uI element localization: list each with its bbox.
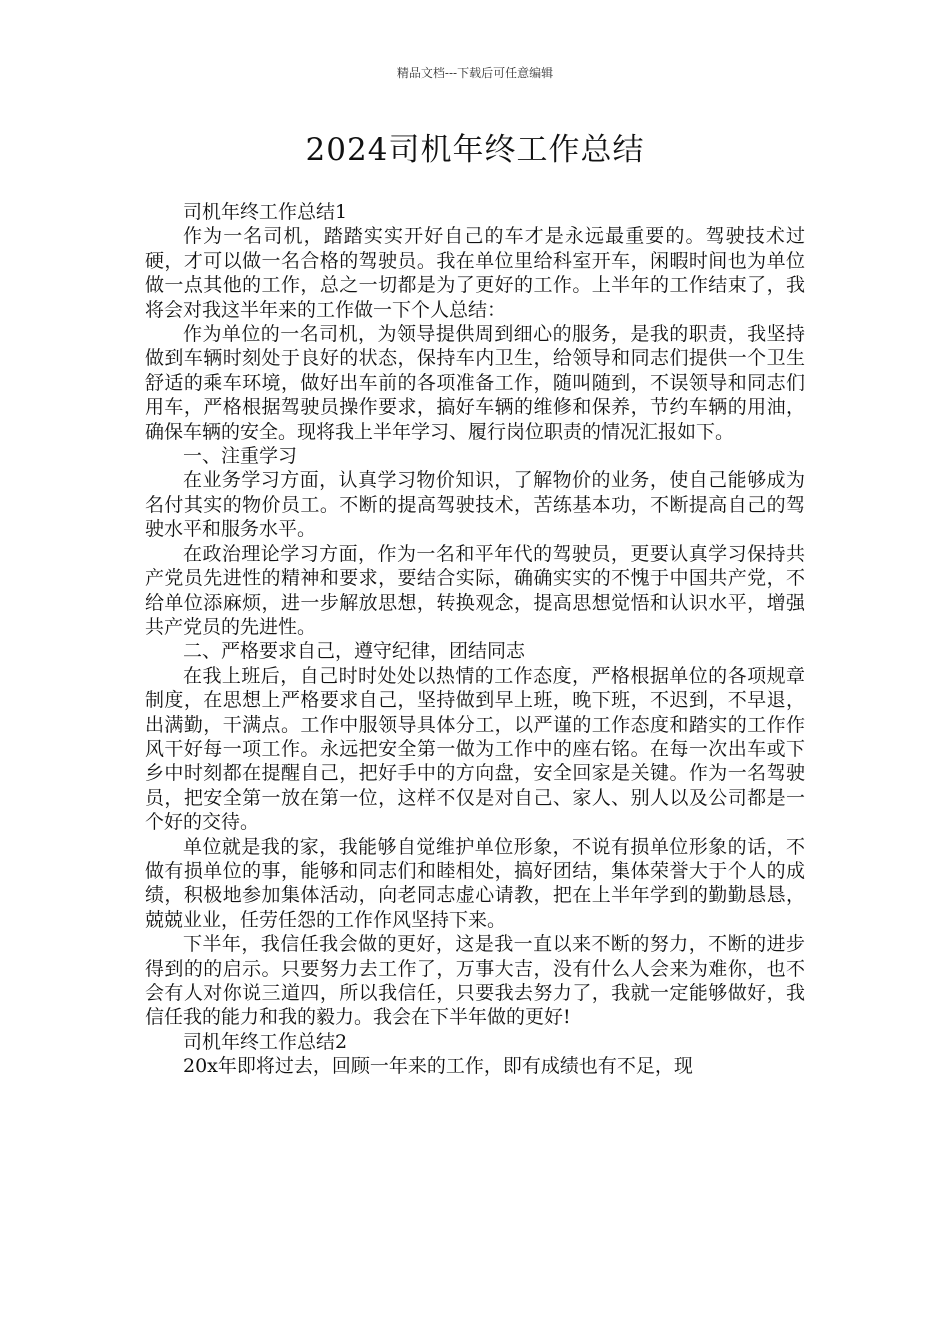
document-title: 2024司机年终工作总结: [305, 132, 645, 168]
document-body: [145, 200, 805, 1079]
section-heading-1: 司机年终工作总结1: [183, 201, 348, 223]
paragraph: 在业务学习方面，认真学习物价知识，了解物价的业务，使自己能够成为名付其实的物价员工。不断的提高驾驶技术，苦练基本功，不断提高自己的驾驶水平和服务水平。: [145, 469, 805, 541]
section-heading-2: 司机年终工作总结2: [183, 1030, 348, 1053]
paragraph: 20x年即将过去，回顾一年来的工作，即有成绩也有不足，现: [183, 1055, 693, 1078]
paragraph: 作为一名司机，踏踏实实开好自己的车才是永远最重要的。驾驶技术过硬，才可以做一名合格的驾驶员。我在单位里给科室开车，闲暇时间也为单位做一点其他的工作，总之一切都是为了更好的工作。上半年的工作结束了，我将会对我这半年来的工作做一下个人总结：: [145, 225, 805, 321]
page-watermark: 精品文档---下载后可任意编辑: [396, 66, 554, 80]
paragraph: 单位就是我的家，我能够自觉维护单位形象，不说有损单位形象的话，不做有损单位的事，能够和同志们和睦相处，搞好团结，集体荣誉大于个人的成绩，积极地参加集体活动，向老同志虚心请教，把在上半年学到的勤勤恳恳，兢兢业业，任劳任怨的工作作风坚持下来。: [145, 835, 805, 931]
paragraph: 作为单位的一名司机，为领导提供周到细心的服务，是我的职责，我坚持做到车辆时刻处于良好的状态，保持车内卫生，给领导和同志们提供一个卫生舒适的乘车环境，做好出车前的各项准备工作，随叫随到，不误领导和同志们用车，严格根据驾驶员操作要求，搞好车辆的维修和保养，节约车辆的用油，确保车辆的安全。现将我上半年学习、履行岗位职责的情况汇报如下。: [145, 323, 805, 443]
subheading-discipline: 二、严格要求自己，遵守纪律，团结同志: [183, 640, 526, 663]
paragraph: 下半年，我信任我会做的更好，这是我一直以来不断的努力，不断的进步得到的的启示。只要努力去工作了，万事大吉，没有什么人会来为难你，也不会有人对你说三道四，所以我信任，只要我去努力了，我就一定能够做好，我信任我的能力和我的毅力。我会在下半年做的更好!: [145, 933, 805, 1029]
subheading-study: 一、注重学习: [183, 445, 298, 468]
paragraph: 在我上班后，自己时时处处以热情的工作态度，严格根据单位的各项规章制度，在思想上严格要求自己，坚持做到早上班，晚下班，不迟到，不早退，出满勤，干满点。工作中服领导具体分工，以严谨的工作态度和踏实的工作作风干好每一项工作。永远把安全第一做为工作中的座右铭。在每一次出车或下乡中时刻都在提醒自己，把好手中的方向盘，安全回家是关键。作为一名驾驶员，把安全第一放在第一位，这样不仅是对自己、家人、别人以及公司都是一个好的交待。: [145, 664, 805, 834]
paragraph: 在政治理论学习方面，作为一名和平年代的驾驶员，更要认真学习保持共产党员先进性的精神和要求，要结合实际，确确实实的不愧于中国共产党，不给单位添麻烦，进一步解放思想，转换观念，提高思想觉悟和认识水平，增强共产党员的先进性。: [145, 542, 805, 638]
